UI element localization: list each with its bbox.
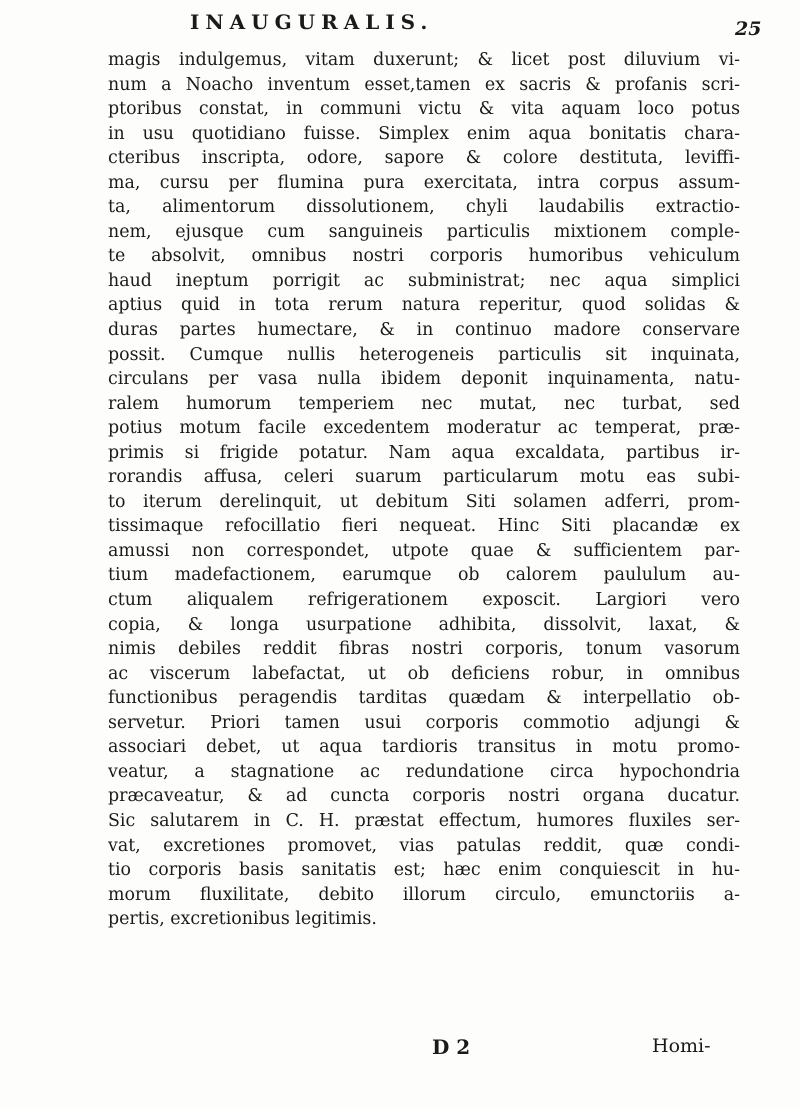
text-line: magis indulgemus, vitam duxerunt; & licet post diluvium vi- xyxy=(108,50,740,70)
text-line: te absolvit, omnibus nostri corporis humoribus vehiculum xyxy=(108,246,740,267)
catchword: Homi- xyxy=(652,1035,711,1057)
text-line: vat, excretiones promovet, vias patulas reddit, quæ condi- xyxy=(108,835,740,856)
text-line: in usu quotidiano fuisse. Simplex enim aqua bonitatis chara- xyxy=(108,123,740,144)
text-line: haud ineptum porrigit ac subministrat; nec aqua simplici xyxy=(108,270,740,291)
text-line: ma, cursu per flumina pura exercitata, intra corpus assum- xyxy=(108,172,740,193)
text-line: functionibus peragendis tarditas quædam & interpellatio ob- xyxy=(108,688,740,709)
text-line: pertis, excretionibus legitimis. xyxy=(108,909,377,930)
signature-mark: D 2 xyxy=(432,1035,471,1059)
text-line: aptius quid in tota rerum natura reperitur, quod solidas & xyxy=(108,295,740,316)
text-line: ac viscerum labefactat, ut ob deficiens robur, in omnibus xyxy=(108,663,740,684)
text-line: circulans per vasa nulla ibidem deponit inquinamenta, natu- xyxy=(108,369,740,390)
text-line: tium madefactionem, earumque ob calorem paululum au- xyxy=(108,565,740,586)
text-line: servetur. Priori tamen usui corporis commotio adjungi & xyxy=(108,712,740,733)
page-number: 25 xyxy=(735,18,762,40)
text-line: cteribus inscripta, odore, sapore & colore destituta, leviffi- xyxy=(108,148,740,169)
text-line: morum fluxilitate, debito illorum circulo, emunctoriis a- xyxy=(108,884,740,905)
text-line: ptoribus constat, in communi victu & vita aquam loco potus xyxy=(108,99,740,120)
text-line: veatur, a stagnatione ac redundatione circa hypochondria xyxy=(108,761,740,782)
text-line: associari debet, ut aqua tardioris transitus in motu promo- xyxy=(108,737,740,758)
text-line: tissimaque refocillatio fieri nequeat. Hinc Siti placandæ ex xyxy=(108,516,740,537)
text-line: ta, alimentorum dissolutionem, chyli laudabilis extractio- xyxy=(108,197,740,218)
text-line: ralem humorum temperiem nec mutat, nec turbat, sed xyxy=(108,393,740,414)
text-line: nem, ejusque cum sanguineis particulis mixtionem comple- xyxy=(108,221,740,242)
text-line: nimis debiles reddit fibras nostri corporis, tonum vasorum xyxy=(108,639,740,660)
text-line: rorandis affusa, celeri suarum particularum motu eas subi- xyxy=(108,467,740,488)
text-line: primis si frigide potatur. Nam aqua excaldata, partibus ir- xyxy=(108,442,740,463)
text-line: amussi non correspondet, utpote quae & sufficientem par- xyxy=(108,540,740,561)
text-line: to iterum derelinquit, ut debitum Siti solamen adferri, prom- xyxy=(108,491,740,512)
text-line: tio corporis basis sanitatis est; hæc enim conquiescit in hu- xyxy=(108,860,740,881)
text-line: Sic salutarem in C. H. præstat effectum, humores fluxiles ser- xyxy=(108,810,740,831)
text-line: ctum aliqualem refrigerationem exposcit. Largiori vero xyxy=(108,590,740,611)
running-head: INAUGURALIS. xyxy=(190,10,434,34)
text-line: num a Noacho inventum esset,tamen ex sacris & profanis scri- xyxy=(108,74,740,95)
text-line: potius motum facile excedentem moderatur ac temperat, præ- xyxy=(108,418,740,439)
text-line: possit. Cumque nullis heterogeneis particulis sit inquinata, xyxy=(108,344,740,365)
text-line: duras partes humectare, & in continuo madore conservare xyxy=(108,320,740,341)
body-text xyxy=(108,48,740,932)
text-line: præcaveatur, & ad cuncta corporis nostri organa ducatur. xyxy=(108,786,740,807)
text-line: copia, & longa usurpatione adhibita, dissolvit, laxat, & xyxy=(108,614,740,635)
